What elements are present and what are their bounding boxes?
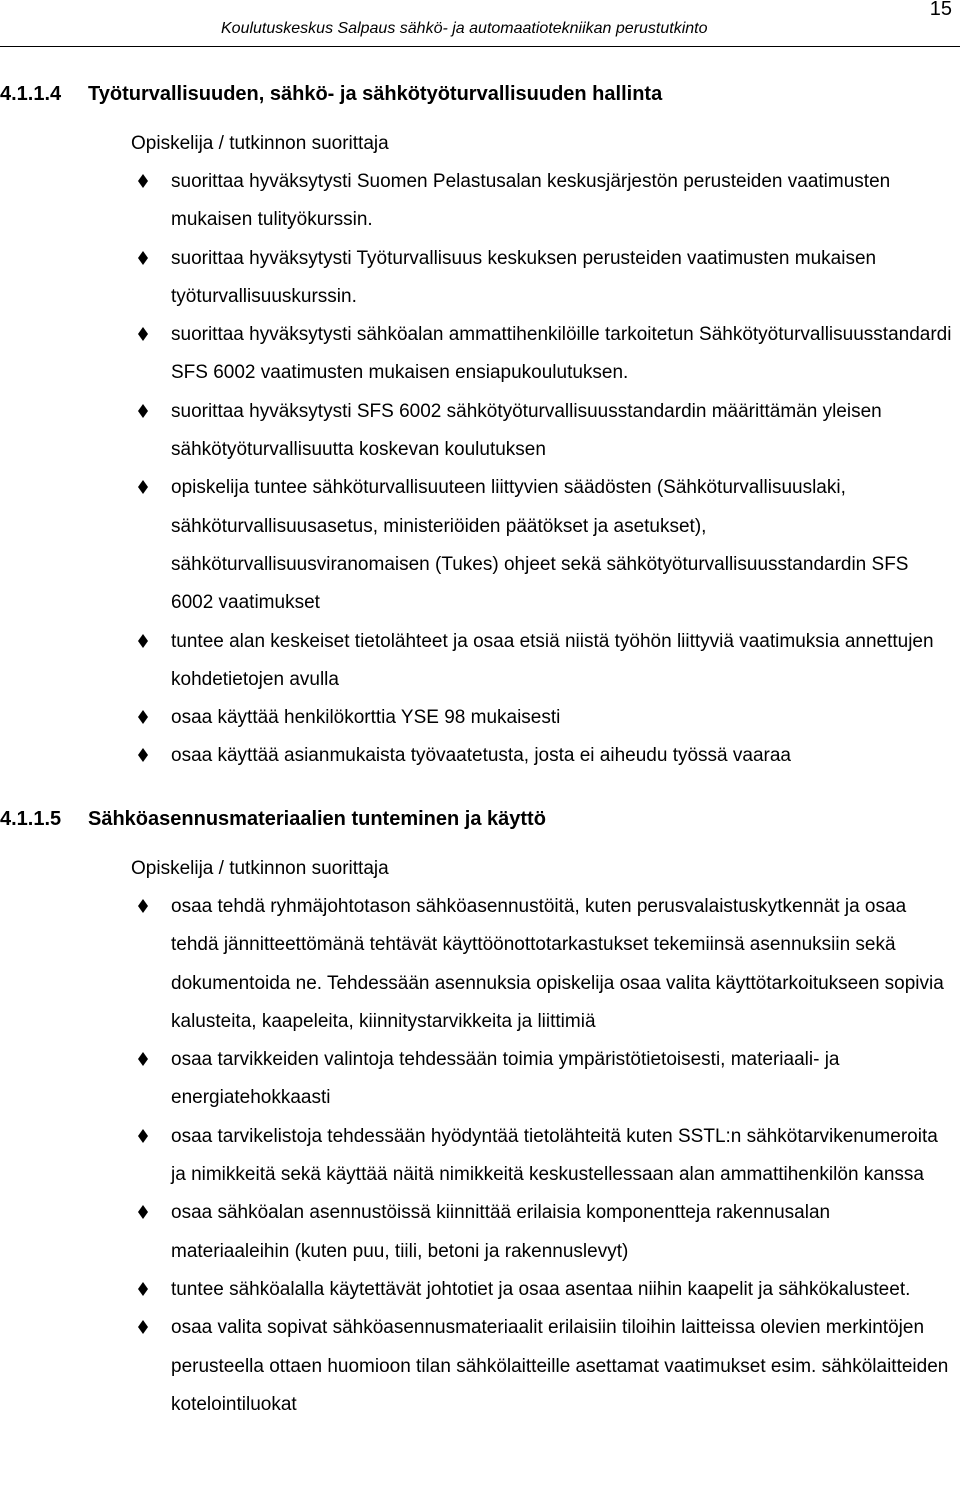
list-item	[0, 623, 960, 700]
list-item	[0, 393, 960, 470]
list-item	[0, 1194, 960, 1271]
list-item-text: osaa käyttää asianmukaista työvaatetusta, josta ei aiheudu työssä vaaraa	[171, 745, 791, 767]
diamond-bullet-icon	[138, 174, 148, 188]
list-item-text: osaa tehdä ryhmäjohtotason sähköasennustöitä, kuten perusvalaistuskytkennät ja osaa tehdä jännitteettömänä tehtävät käyttöönottotarkastukset tekemiinsä asennuksiin sekä dokumentoida ne. Tehdessään asennuksia opiskelija osaa valita käyttötarkoitukseen sopivia kalusteita, kaapeleita, kiinnitystarvikkeita ja liittimiä	[171, 896, 944, 1032]
diamond-bullet-icon	[138, 899, 148, 913]
list-item	[0, 163, 960, 240]
header-title: Koulutuskeskus Salpaus sähkö- ja automaatiotekniikan perustutkinto	[221, 20, 708, 37]
list-item-text: suorittaa hyväksytysti Suomen Pelastusalan keskusjärjestön perusteiden vaatimusten mukaisen tulityökurssin.	[171, 171, 891, 231]
list-item-text: osaa käyttää henkilökorttia YSE 98 mukaisesti	[171, 707, 561, 729]
header-divider	[0, 46, 960, 47]
list-item	[0, 1271, 960, 1309]
diamond-bullet-icon	[138, 404, 148, 418]
section-title: Sähköasennusmateriaalien tunteminen ja käyttö	[88, 808, 546, 830]
page-header	[0, 0, 960, 50]
diamond-bullet-icon	[138, 1320, 148, 1334]
diamond-bullet-icon	[138, 480, 148, 494]
section-heading-4-1-1-5	[0, 808, 546, 831]
section-intro: Opiskelija / tutkinnon suorittaja	[131, 133, 389, 154]
section-number: 4.1.1.4	[0, 83, 62, 105]
page-number: 15	[929, 0, 952, 20]
section-title: Työturvallisuuden, sähkö- ja sähkötyöturvallisuuden hallinta	[88, 83, 663, 105]
list-item	[0, 1041, 960, 1118]
list-item-text: osaa valita sopivat sähköasennusmateriaalit erilaisiin tiloihin laitteissa olevien merkintöjen perusteella ottaen huomioon tilan sähkölaitteille asettamat vaatimukset esim. sähkölaitteiden kotelointiluokat	[171, 1317, 949, 1415]
list-item-text: tuntee alan keskeiset tietolähteet ja osaa etsiä niistä työhön liittyviä vaatimuksia annettujen kohdetietojen avulla	[171, 630, 934, 690]
section-number: 4.1.1.5	[0, 808, 62, 830]
diamond-bullet-icon	[138, 1129, 148, 1143]
list-item-text: tuntee sähköalalla käytettävät johtotiet ja osaa asentaa niihin kaapelit ja sähkökalusteet.	[171, 1278, 911, 1300]
list-item	[0, 888, 960, 1041]
list-item	[0, 1309, 960, 1424]
section-heading-4-1-1-4	[0, 83, 662, 106]
list-item-text: osaa sähköalan asennustöissä kiinnittää erilaisia komponentteja rakennusalan materiaaleihin (kuten puu, tiili, betoni ja rakennuslevyt)	[171, 1202, 831, 1262]
diamond-bullet-icon	[138, 634, 148, 648]
list-item-text: opiskelija tuntee sähköturvallisuuteen liittyvien säädösten (Sähköturvallisuuslaki, sähköturvallisuusasetus, ministeriöiden päätökset ja asetukset), sähköturvallisuusviranomaisen (Tukes) ohjeet sekä sähkötyöturvallisuusstandardin SFS 6002 vaatimukset	[171, 477, 909, 614]
list-item-text: suorittaa hyväksytysti sähköalan ammattihenkilöille tarkoitetun Sähkötyöturvallisuusstandardi SFS 6002 vaatimusten mukaisen ensiapukoulutuksen.	[171, 324, 952, 384]
list-item-text: osaa tarvikkeiden valintoja tehdessään toimia ympäristötietoisesti, materiaali- ja energiatehokkaasti	[171, 1049, 840, 1109]
list-item-text: suorittaa hyväksytysti SFS 6002 sähkötyöturvallisuusstandardin määrittämän yleisen sähkötyöturvallisuutta koskevan koulutuksen	[171, 400, 882, 461]
requirement-list	[0, 888, 960, 1424]
list-item	[0, 699, 960, 737]
diamond-bullet-icon	[138, 1282, 148, 1296]
diamond-bullet-icon	[138, 1052, 148, 1066]
list-item	[0, 1118, 960, 1195]
list-item	[0, 240, 960, 317]
diamond-bullet-icon	[138, 710, 148, 724]
list-item-text: suorittaa hyväksytysti Työturvallisuus keskuksen perusteiden vaatimusten mukaisen työturvallisuuskurssin.	[171, 247, 877, 307]
requirement-list	[0, 163, 960, 776]
list-item	[0, 316, 960, 393]
diamond-bullet-icon	[138, 251, 148, 265]
list-item-text: osaa tarvikelistoja tehdessään hyödyntää tietolähteitä kuten SSTL:n sähkötarvikenumeroita ja nimikkeitä sekä käyttää näitä nimikkeitä keskustellessaan alan ammattihenkilön kanssa	[171, 1125, 938, 1186]
diamond-bullet-icon	[138, 327, 148, 341]
list-item	[0, 737, 960, 775]
section-intro: Opiskelija / tutkinnon suorittaja	[131, 858, 389, 879]
list-item	[0, 469, 960, 622]
diamond-bullet-icon	[138, 748, 148, 762]
diamond-bullet-icon	[138, 1205, 148, 1219]
